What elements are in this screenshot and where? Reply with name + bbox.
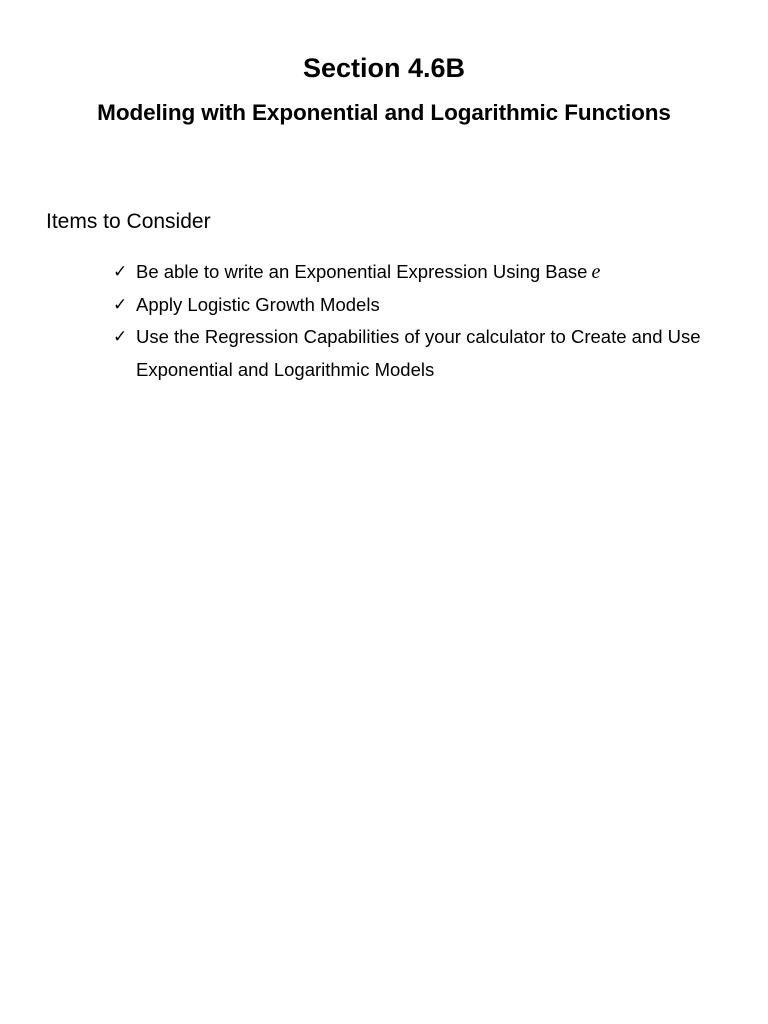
items-heading: Items to Consider: [46, 210, 211, 233]
checklist-item-text: Apply Logistic Growth Models: [136, 293, 380, 315]
checklist-item: [113, 321, 733, 386]
math-variable: e: [591, 261, 601, 283]
checklist-item: [113, 289, 733, 322]
checklist-item-text: Use the Regression Capabilities of your calculator to Create and Use Exponential and Logarithmic Models: [136, 326, 701, 380]
page-subtitle: Modeling with Exponential and Logarithmic Functions: [97, 100, 671, 125]
checkmark-icon: ✓: [113, 262, 128, 282]
checklist-item: [113, 256, 733, 289]
checkmark-icon: ✓: [113, 327, 128, 347]
page-title: Section 4.6B: [302, 53, 466, 83]
checklist-item-text: Be able to write an Exponential Expression Using Base: [136, 261, 588, 282]
checkmark-icon: ✓: [113, 294, 128, 315]
checklist: [113, 256, 733, 386]
